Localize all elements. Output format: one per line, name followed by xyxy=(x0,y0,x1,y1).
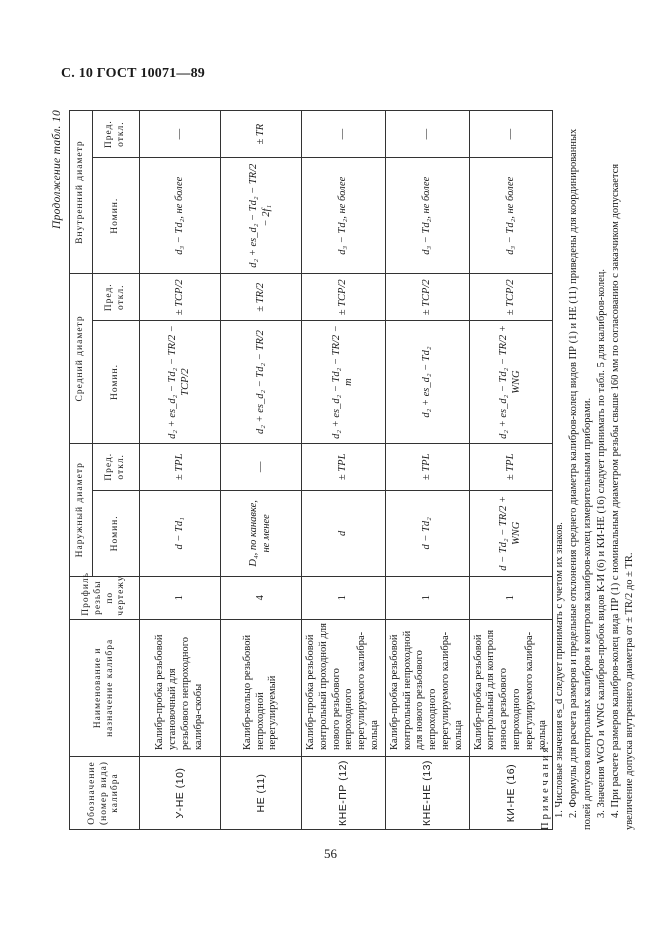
cell-pitch-deviation: ± TR/2 xyxy=(221,274,302,321)
cell-outer-nominal: d − Td₂ − TR/2 + WNG xyxy=(469,490,553,576)
cell-inner-deviation: — xyxy=(385,111,469,158)
cell-designation: КНЕ-НЕ (13) xyxy=(385,757,469,830)
cell-outer-deviation: ± TPL xyxy=(385,443,469,490)
cell-outer-nominal: D₄, по канавке, не менее xyxy=(221,490,302,576)
cell-pitch-deviation: ± TCP/2 xyxy=(140,274,221,321)
cell-pitch-nominal: d₂ + es_d₂ − Td₂ − TR/2 xyxy=(221,321,302,443)
cell-inner-nominal: d₃ − Td₂, не более xyxy=(385,158,469,274)
col-pitch-diameter: Средний диаметр xyxy=(70,274,93,444)
table-row xyxy=(302,111,386,830)
cell-profile: 1 xyxy=(385,576,469,619)
cell-pitch-deviation: ± TCP/2 xyxy=(385,274,469,321)
col-pitch-deviation: Пред. откл. xyxy=(93,274,140,321)
notes-title: Примечания: xyxy=(540,738,551,830)
cell-pitch-nominal: d₂ + es_d₂ − Td₂ − TR/2 − m xyxy=(302,321,386,443)
cell-name: Калибр-пробка резьбовой установочный для резьбового непроходного калибра-скобы xyxy=(140,619,221,756)
col-outer-nominal: Номин. xyxy=(93,490,140,576)
col-designation: Обозначение (номер вида) калибра xyxy=(70,757,140,830)
cell-inner-nominal: d₂ + es_d₂ − Td₂ − TR/2 − 2f₁ xyxy=(221,158,302,274)
cell-outer-nominal: d − Td₁ xyxy=(140,490,221,576)
rotated-table-block xyxy=(51,110,635,830)
col-profile: Профиль резьбы по чертежу xyxy=(70,576,140,619)
cell-inner-deviation: — xyxy=(469,111,553,158)
col-outer-diameter: Наружный диаметр xyxy=(70,443,93,576)
cell-outer-deviation: ± TPL xyxy=(302,443,386,490)
cell-designation: НЕ (11) xyxy=(221,757,302,830)
cell-pitch-deviation: ± TCP/2 xyxy=(469,274,553,321)
cell-designation: КИ-НЕ (16) xyxy=(469,757,553,830)
cell-name: Калибр-пробка резьбовой контрольный непроходной для нового резьбового непроходного нерегулируемого калибра-кольца xyxy=(385,619,469,756)
cell-outer-nominal: d xyxy=(302,490,386,576)
cell-inner-deviation: — xyxy=(302,111,386,158)
cell-name: Калибр-пробка резьбовой контрольный проходной для нового резьбового непроходного нерегулируемого калибра-кольца xyxy=(302,619,386,756)
cell-profile: 1 xyxy=(140,576,221,619)
note-item: 1. Числовые значения es_d следует принимать с учетом их знаков. xyxy=(554,522,565,818)
table-continuation-caption: Продолжение табл. 10 xyxy=(51,110,63,229)
cell-outer-deviation: — xyxy=(221,443,302,490)
cell-outer-deviation: ± TPL xyxy=(140,443,221,490)
notes-block xyxy=(539,110,637,830)
col-inner-deviation: Пред. откл. xyxy=(93,111,140,158)
table-row xyxy=(221,111,302,830)
cell-profile: 1 xyxy=(302,576,386,619)
note-item: 3. Значения WGO и WNG калибров-пробок видов К-И (6) и КИ-НЕ (16) следует принимать по табл. 5 для калибров-колец. xyxy=(596,268,607,818)
cell-outer-nominal: d − Td₂ xyxy=(385,490,469,576)
col-inner-nominal: Номин. xyxy=(93,158,140,274)
cell-inner-nominal: d₃ − Td₂, не более xyxy=(140,158,221,274)
cell-pitch-nominal: d₂ + es_d₂ − Td₂ − TR/2 − TCP/2 xyxy=(140,321,221,443)
note-item: 4. При расчете размеров калибров-колец вида ПР (1) с номинальным диаметром резьбы свыше 160 мм по согласованию с заказчиком допускается увеличение допуска внутреннего диаметра от ± TR/2 до ± TR. xyxy=(610,163,635,830)
col-outer-deviation: Пред. откл. xyxy=(93,443,140,490)
cell-inner-nominal: d₃ − Td₂, не более xyxy=(302,158,386,274)
page-header: С. 10 ГОСТ 10071—89 xyxy=(61,66,205,81)
cell-outer-deviation: ± TPL xyxy=(469,443,553,490)
col-inner-diameter: Внутренний диаметр xyxy=(70,111,93,274)
cell-designation: КНЕ-ПР (12) xyxy=(302,757,386,830)
cell-name: Калибр-пробка резьбовой контрольный для контроля износа резьбового непроходного нерегулируемого калибра-кольца xyxy=(469,619,553,756)
gauge-table xyxy=(69,110,553,830)
note-item: 2. Формулы для расчета размеров и предельные отклонения среднего диаметра калибров-колец видов ПР (1) и НЕ (11) приведены для координированных полей допусков контрольных калибров и контроля калибров-колец измерительными приборами. xyxy=(568,128,593,830)
col-name-purpose: Наименование и назначение калибра xyxy=(70,619,140,756)
cell-profile: 4 xyxy=(221,576,302,619)
cell-designation: У-НЕ (10) xyxy=(140,757,221,830)
table-row xyxy=(140,111,221,830)
cell-inner-nominal: d₃ − Td₂, не более xyxy=(469,158,553,274)
cell-name: Калибр-кольцо резьбовой непроходной нерегулируемый xyxy=(221,619,302,756)
col-pitch-nominal: Номин. xyxy=(93,321,140,443)
cell-pitch-nominal: d₂ + es_d₂ − Td₂ − TR/2 + WNG xyxy=(469,321,553,443)
cell-inner-deviation: — xyxy=(140,111,221,158)
cell-profile: 1 xyxy=(469,576,553,619)
table-row xyxy=(385,111,469,830)
cell-pitch-deviation: ± TCP/2 xyxy=(302,274,386,321)
cell-pitch-nominal: d₂ + es_d₂ − Td₂ xyxy=(385,321,469,443)
page-number: 56 xyxy=(324,846,337,861)
cell-inner-deviation: ± TR xyxy=(221,111,302,158)
